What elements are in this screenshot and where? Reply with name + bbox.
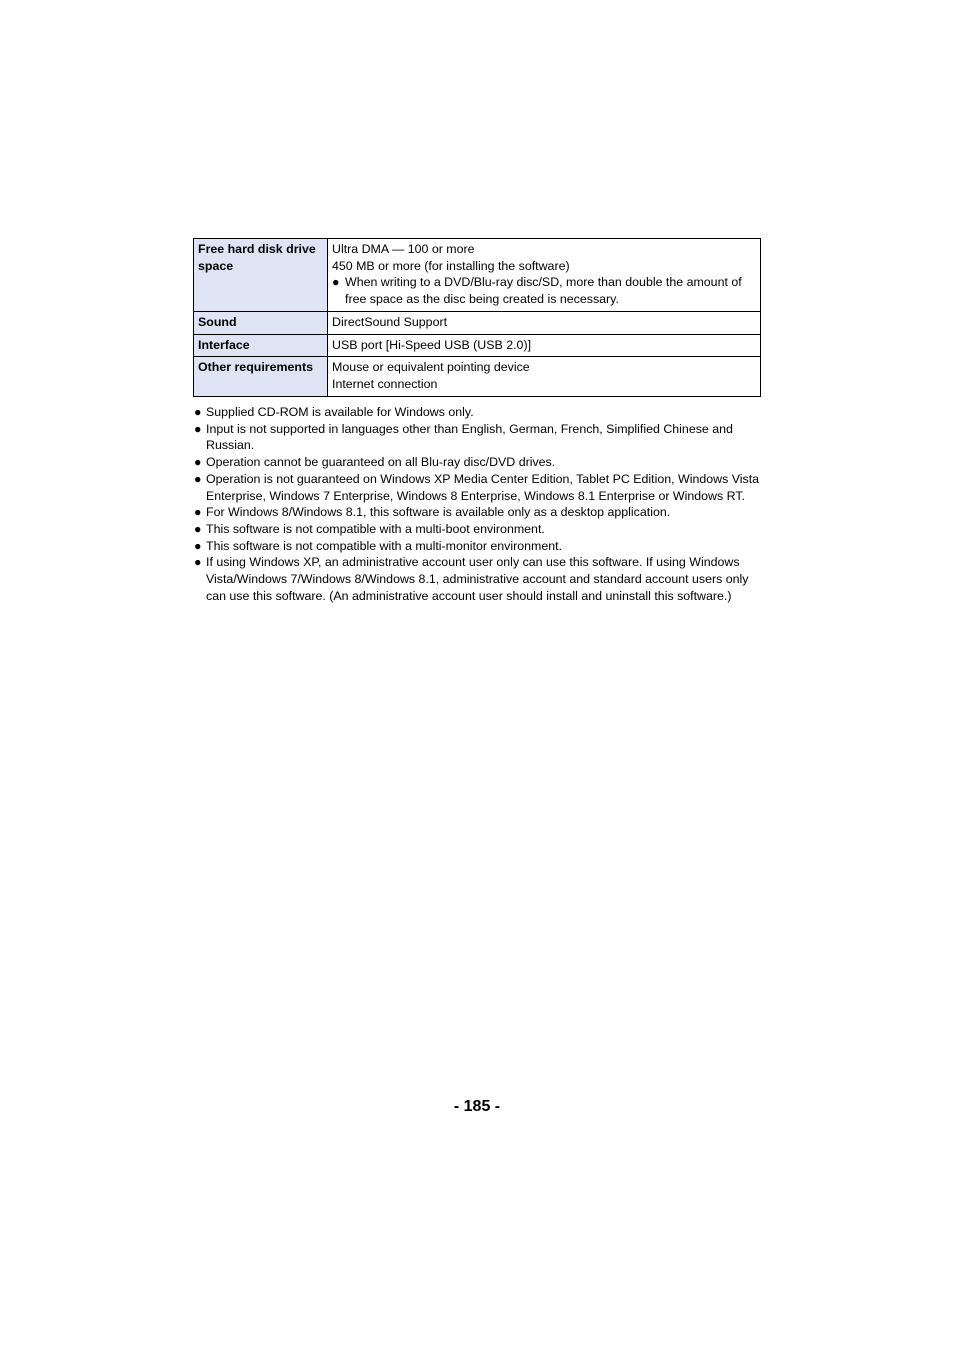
bullet-icon: ● xyxy=(332,275,340,290)
value-line: 450 MB or more (for installing the software) xyxy=(332,258,570,273)
value-bullet-text: When writing to a DVD/Blu-ray disc/SD, more than double the amount of free space as the disc being created is necessary. xyxy=(345,275,742,307)
bullet-icon: ● xyxy=(194,471,202,486)
value-line: DirectSound Support xyxy=(332,314,448,329)
list-item xyxy=(193,538,761,555)
row-label: Other requirements xyxy=(194,357,328,396)
note-text: Operation cannot be guaranteed on all Blu-ray disc/DVD drives. xyxy=(206,455,556,470)
list-item xyxy=(193,554,761,604)
table-row xyxy=(194,357,761,396)
note-text: Supplied CD-ROM is available for Windows only. xyxy=(206,405,474,419)
system-requirements-table xyxy=(193,238,761,397)
note-text: This software is not compatible with a multi-boot environment. xyxy=(206,521,545,536)
notes-list xyxy=(193,404,761,604)
value-line: Mouse or equivalent pointing device xyxy=(332,360,530,375)
row-value xyxy=(328,311,761,334)
value-line: Internet connection xyxy=(332,376,438,391)
list-item xyxy=(193,404,761,421)
table-row xyxy=(194,239,761,312)
note-text: Operation is not guaranteed on Windows XP Media Center Edition, Tablet PC Edition, Windows Vista Enterprise, Windows 7 Enterprise, Windows 8 Enterprise, Windows 8.1 Enterprise or Windows RT. xyxy=(206,471,760,503)
bullet-icon: ● xyxy=(194,505,202,520)
row-label: Free hard disk drive space xyxy=(194,239,328,312)
table-row xyxy=(194,311,761,334)
bullet-icon: ● xyxy=(194,421,202,436)
list-item xyxy=(193,454,761,471)
value-line: USB port [Hi-Speed USB (USB 2.0)] xyxy=(332,337,532,352)
table-row xyxy=(194,334,761,357)
bullet-icon: ● xyxy=(194,405,202,419)
bullet-icon: ● xyxy=(194,555,202,570)
list-item xyxy=(193,471,761,504)
row-value xyxy=(328,239,761,312)
value-bullet-item xyxy=(332,274,756,307)
note-text: Input is not supported in languages other than English, German, French, Simplified Chinese and Russian. xyxy=(206,421,733,453)
list-item xyxy=(193,421,761,454)
value-line: Ultra DMA — 100 or more xyxy=(332,242,475,256)
note-text: This software is not compatible with a multi-monitor environment. xyxy=(206,538,563,553)
page-number: - 185 - xyxy=(453,1098,501,1115)
row-label: Interface xyxy=(194,334,328,357)
row-value xyxy=(328,357,761,396)
bullet-icon: ● xyxy=(194,455,202,470)
list-item xyxy=(193,521,761,538)
bullet-icon: ● xyxy=(194,538,202,553)
list-item xyxy=(193,504,761,521)
row-label: Sound xyxy=(194,311,328,334)
bullet-icon: ● xyxy=(194,521,202,536)
row-value xyxy=(328,334,761,357)
note-text: For Windows 8/Windows 8.1, this software is available only as a desktop application. xyxy=(206,505,671,520)
note-text: If using Windows XP, an administrative account user only can use this software. If using Windows Vista/Windows 7/Windows 8/Windows 8.1, administrative account and standard account users only can use this software. (An administrative account user should install and uninstall this software.) xyxy=(206,555,749,603)
